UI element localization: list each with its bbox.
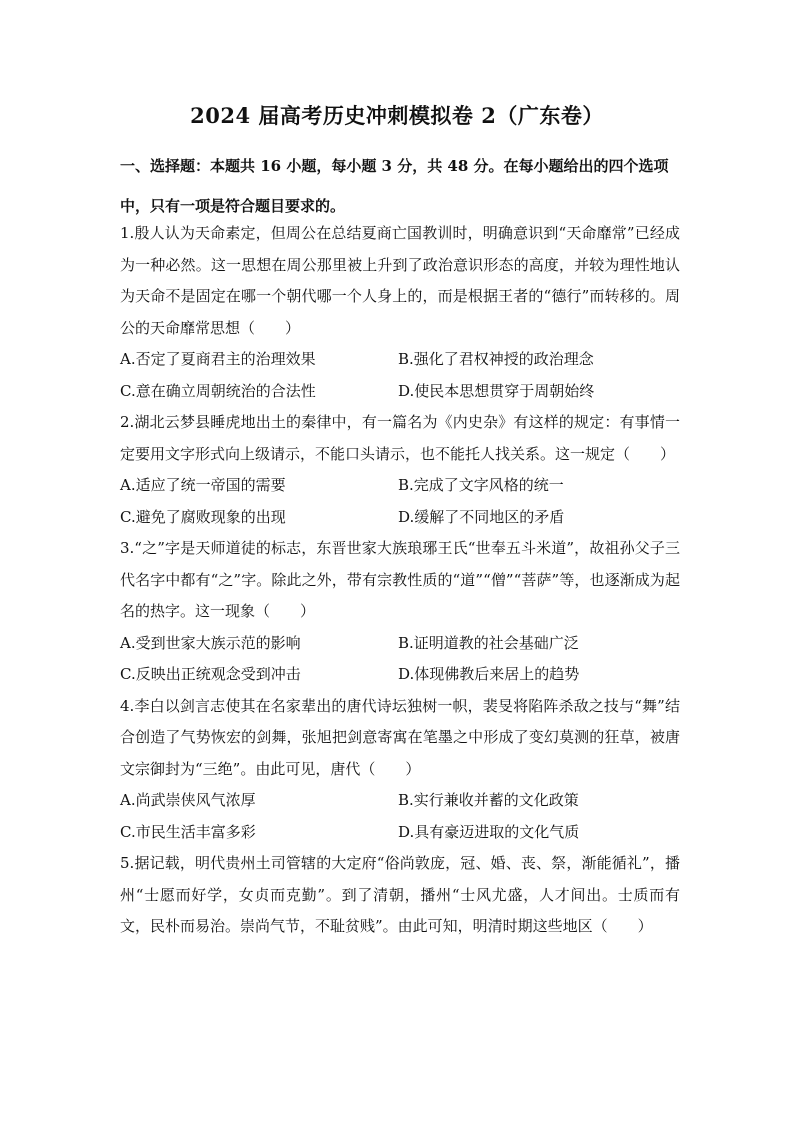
option-b: B.实行兼收并蓄的文化政策 bbox=[398, 791, 579, 809]
option-d: D.体现佛教后来居上的趋势 bbox=[398, 665, 580, 683]
option-b: B.证明道教的社会基础广泛 bbox=[398, 633, 579, 652]
option-list bbox=[120, 628, 680, 691]
page-title: 2024 届高考历史冲刺模拟卷 2（广东卷） bbox=[190, 103, 604, 128]
option-b: B.完成了文字风格的统一 bbox=[398, 476, 564, 494]
option-d: D.使民本思想贯穿于周朝始终 bbox=[398, 381, 595, 400]
section-heading: 一、选择题：本题共 16 小题，每小题 3 分，共 48 分。在每小题给出的四个选项中，只有一项是符合题目要求的。 bbox=[120, 157, 669, 215]
option-c: C.反映出正统观念受到冲击 bbox=[120, 665, 301, 683]
question-stem: 1.殷人认为天命素定，但周公在总结夏商亡国教训时，明确意识到“天命靡常”已经成为一种必然。这一思想在周公那里被上升到了政治意识形态的高度，并较为理性地认为天命不是固定在哪一个朝代哪一个人身上的，而是根据王者的“德行”而转移的。周公的天命靡常思想（ ） bbox=[120, 224, 680, 337]
question-list bbox=[120, 218, 680, 943]
question-stem: 2.湖北云梦县睡虎地出土的秦律中，有一篇名为《内史杂》有这样的规定：有事情一定要用文字形式向上级请示，不能口头请示，也不能托人找关系。这一规定（ ） bbox=[120, 413, 680, 463]
option-a: A.否定了夏商君主的治理效果 bbox=[120, 350, 316, 368]
option-d: D.具有豪迈进取的文化气质 bbox=[398, 822, 580, 841]
option-c: C.避免了腐败现象的出现 bbox=[120, 507, 286, 526]
question-stem: 4.李白以剑言志使其在名家辈出的唐代诗坛独树一帜，裴旻将陷阵杀敌之技与“舞”结合创造了气势恢宏的剑舞，张旭把剑意寄寓在笔墨之中形成了变幻莫测的狂草，被唐文宗御封为“三绝”。由此可见，唐代（ ） bbox=[120, 696, 680, 778]
option-list bbox=[120, 470, 680, 533]
question-stem: 5.据记载，明代贵州土司管辖的大定府“俗尚敦庞，冠、婚、丧、祭，渐能循礼”，播州“士愿而好学，女贞而克勤”。到了清朝，播州“士风尤盛，人才间出。士质而有文，民朴而易治。崇尚气节，不耻贫贱”。由此可知，明清时期这些地区（ ） bbox=[120, 854, 680, 935]
option-a: A.受到世家大族示范的影响 bbox=[120, 633, 301, 652]
option-c: C.市民生活丰富多彩 bbox=[120, 822, 256, 841]
question-4 bbox=[120, 691, 680, 849]
option-b: B.强化了君权神授的政治理念 bbox=[398, 350, 594, 368]
option-list bbox=[120, 344, 680, 407]
option-c: C.意在确立周朝统治的合法性 bbox=[120, 381, 316, 400]
question-1 bbox=[120, 218, 680, 407]
question-2 bbox=[120, 407, 680, 533]
option-a: A.尚武崇侠风气浓厚 bbox=[120, 791, 256, 809]
question-stem: 3.“之”字是天师道徒的标志，东晋世家大族琅琊王氏“世奉五斗米道”，故祖孙父子三代名字中都有“之”字。除此之外，带有宗教性质的“道”“僧”“菩萨”等，也逐渐成为起名的热字。这一现象（ ） bbox=[120, 539, 680, 620]
question-5 bbox=[120, 848, 680, 943]
question-3 bbox=[120, 533, 680, 691]
option-list bbox=[120, 785, 680, 848]
option-d: D.缓解了不同地区的矛盾 bbox=[398, 507, 565, 526]
option-a: A.适应了统一帝国的需要 bbox=[120, 476, 286, 494]
